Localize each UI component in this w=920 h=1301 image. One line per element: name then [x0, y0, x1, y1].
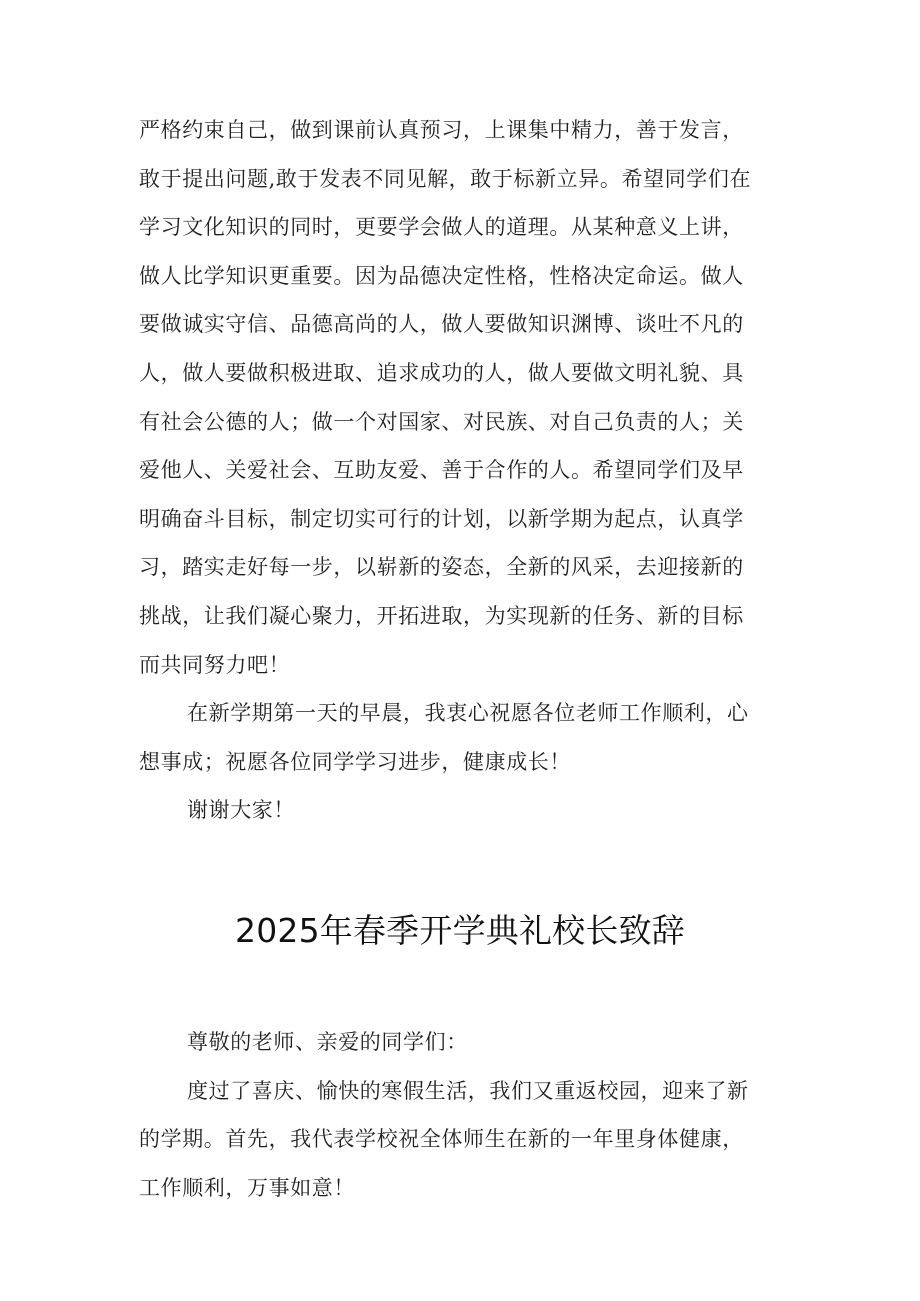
text-line: 而共同努力吧！: [139, 652, 291, 677]
text-line: 挑战，让我们凝心聚力，开拓进取，为实现新的任务、新的目标: [139, 603, 744, 628]
text-line: 严格约束自己，做到课前认真预习，上课集中精力，善于发言，: [139, 118, 744, 142]
text-line: 要做诚实守信、品德高尚的人，做人要做知识渊博、谈吐不凡的: [139, 312, 744, 337]
speech-title: 2025年春季开学典礼校长致辞: [235, 911, 685, 950]
salutation: 尊敬的老师、亲爱的同学们：: [187, 1030, 468, 1054]
text-line: 做人比学知识更重要。因为品德决定性格，性格决定命运。做人: [139, 263, 744, 288]
closing-thanks: 谢谢大家！: [187, 798, 295, 823]
text-line: 工作顺利，万事如意！: [139, 1175, 355, 1200]
text-line: 爱他人、关爱社会、互助友爱、善于合作的人。希望同学们及早: [139, 458, 744, 483]
text-line: 学习文化知识的同时，更要学会做人的道理。从某种意义上讲，: [139, 215, 744, 240]
text-line: 敢于提出问题,敢于发表不同见解，敢于标新立异。希望同学们在: [139, 166, 752, 191]
previous-speech-text: [139, 106, 789, 835]
text-line: 的学期。首先，我代表学校祝全体师生在新的一年里身体健康，: [139, 1127, 744, 1152]
text-line: 度过了喜庆、愉快的寒假生活，我们又重返校园，迎来了新: [187, 1078, 749, 1103]
text-line: 习，踏实走好每一步，以崭新的姿态，全新的风采，去迎接新的: [139, 555, 744, 580]
text-line: 有社会公德的人；做一个对国家、对民族、对自己负责的人；关: [139, 409, 744, 434]
text-line: 明确奋斗目标，制定切实可行的计划，以新学期为起点，认真学: [139, 506, 744, 531]
text-line: 人，做人要做积极进取、追求成功的人，做人要做文明礼貌、具: [139, 360, 744, 385]
wishes-paragraph-line: 在新学期第一天的早晨，我衷心祝愿各位老师工作顺利，心: [187, 701, 749, 726]
speech-body: [139, 1018, 789, 1212]
wishes-paragraph-line: 想事成；祝愿各位同学学习进步，健康成长！: [139, 749, 571, 774]
